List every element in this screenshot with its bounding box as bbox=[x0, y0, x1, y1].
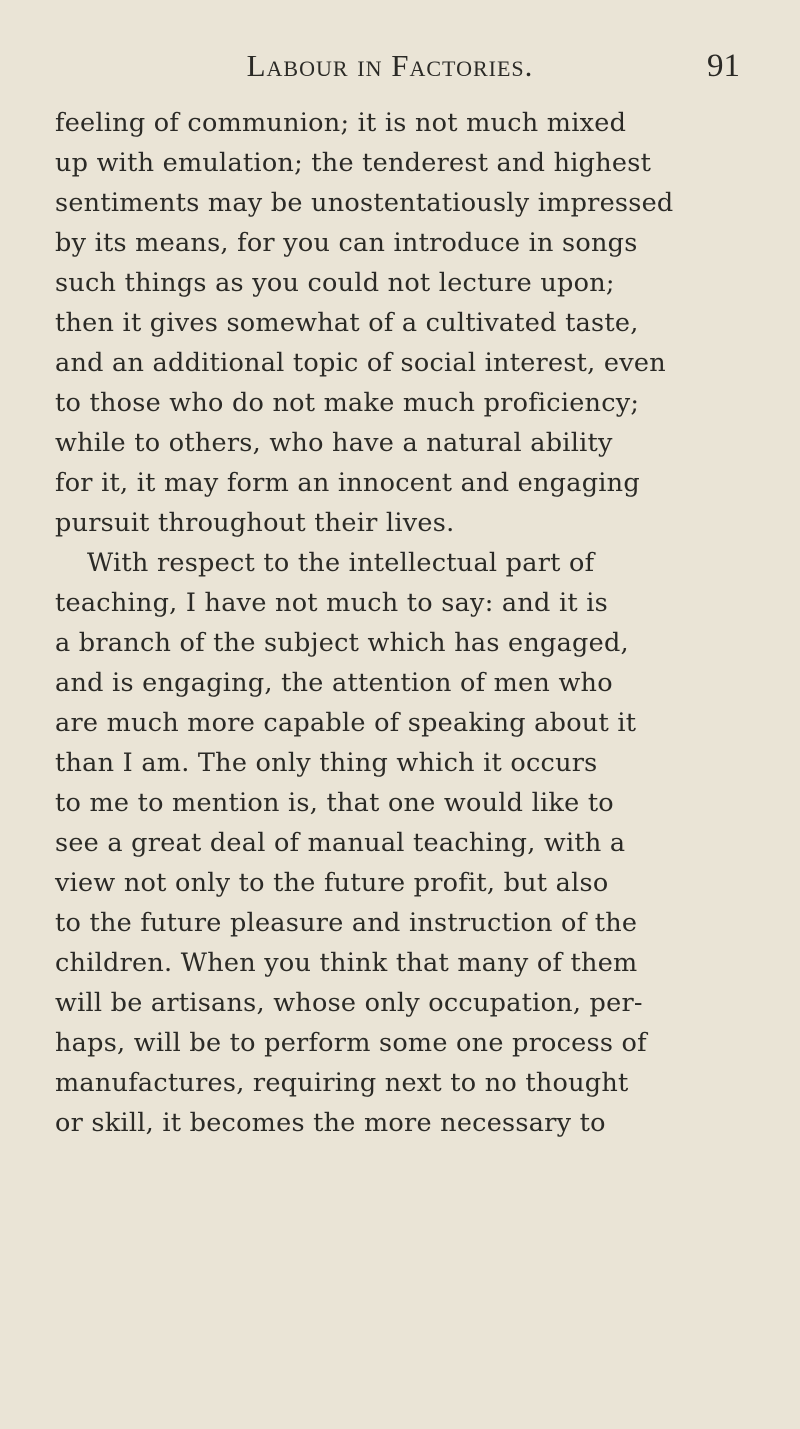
text-line: and an additional topic of social interest, even bbox=[55, 348, 666, 378]
text-line: will be artisans, whose only occupation, per- bbox=[55, 988, 643, 1018]
page-header bbox=[40, 48, 740, 98]
text-line: such things as you could not lecture upon; bbox=[55, 268, 615, 298]
text-line: to those who do not make much proficiency; bbox=[55, 388, 640, 418]
text-line: than I am. The only thing which it occurs bbox=[55, 748, 598, 778]
text-line: a branch of the subject which has engaged, bbox=[55, 628, 629, 658]
text-line: by its means, for you can introduce in songs bbox=[55, 228, 638, 258]
running-title: Labour in Factories. bbox=[246, 48, 534, 83]
text-line: are much more capable of speaking about it bbox=[55, 708, 637, 738]
text-line: view not only to the future profit, but also bbox=[55, 868, 609, 898]
text-line: sentiments may be unostentatiously impressed bbox=[55, 188, 674, 218]
text-line: feeling of communion; it is not much mixed bbox=[55, 108, 627, 138]
text-line: teaching, I have not much to say: and it is bbox=[55, 588, 608, 618]
text-line: while to others, who have a natural ability bbox=[55, 428, 613, 458]
text-line: and is engaging, the attention of men who bbox=[55, 668, 613, 698]
text-line: to me to mention is, that one would like to bbox=[55, 788, 614, 818]
text-line: up with emulation; the tenderest and highest bbox=[55, 148, 652, 178]
page-number: 91 bbox=[707, 48, 740, 84]
text-line: manufactures, requiring next to no thought bbox=[55, 1068, 629, 1098]
text-line: see a great deal of manual teaching, with a bbox=[55, 828, 626, 858]
text-line: for it, it may form an innocent and engaging bbox=[55, 468, 640, 498]
text-line: or skill, it becomes the more necessary to bbox=[55, 1108, 606, 1138]
text-line: to the future pleasure and instruction of the bbox=[55, 908, 638, 938]
text-line: children. When you think that many of them bbox=[55, 948, 638, 978]
text-line: then it gives somewhat of a cultivated taste, bbox=[55, 308, 639, 338]
text-line: haps, will be to perform some one process of bbox=[55, 1028, 647, 1058]
body-text bbox=[55, 103, 745, 1143]
text-line: pursuit throughout their lives. bbox=[55, 508, 455, 538]
paragraph-start-line: With respect to the intellectual part of bbox=[87, 548, 595, 578]
